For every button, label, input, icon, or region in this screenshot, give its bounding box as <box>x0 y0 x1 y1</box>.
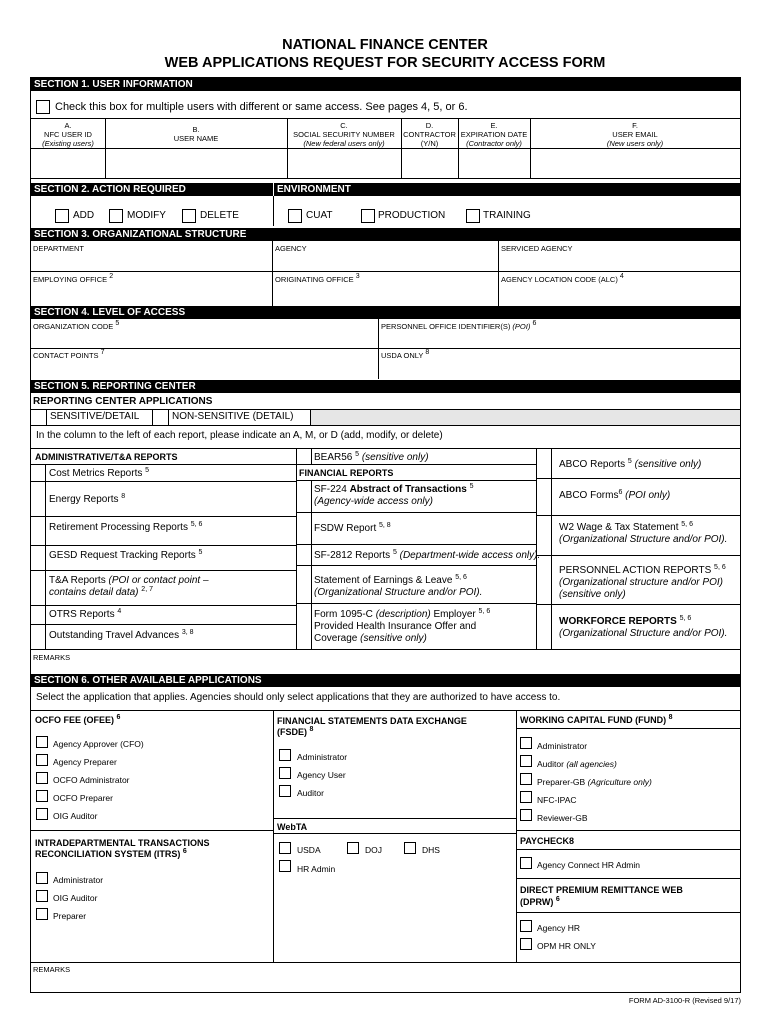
reporting-center-subheading: REPORTING CENTER APPLICATIONS <box>33 396 213 407</box>
ocfo-preparer-checkbox[interactable] <box>36 790 48 802</box>
workforce-report: WORKFORCE REPORTS $^{5, 6}$ <box>559 615 692 627</box>
ta-report: T&A Reports (POI or contact point – <box>49 575 209 586</box>
fsde-heading2: (FSDE) $^8$ <box>277 726 314 737</box>
col-a-header: A. NFC USER ID (Existing users) <box>42 121 94 148</box>
workforce-note: (Organizational Structure and/or POI). <box>559 628 728 639</box>
webta-usda-checkbox[interactable] <box>279 842 291 854</box>
fsde-auditor-checkbox[interactable] <box>279 785 291 797</box>
originating-office-label: ORIGINATING OFFICE $^3$ <box>275 273 360 284</box>
dprw-heading2: (DPRW) $^6$ <box>520 896 560 907</box>
delete-checkbox[interactable] <box>182 209 196 223</box>
department-label: DEPARTMENT <box>33 244 84 253</box>
cuat-checkbox[interactable] <box>288 209 302 223</box>
personnel-action-note2: (sensitive only) <box>559 589 626 600</box>
org-code-label: ORGANIZATION CODE $^5$ <box>33 320 120 331</box>
wcf-administrator-checkbox[interactable] <box>520 737 532 749</box>
form-title-line1: NATIONAL FINANCE CENTER <box>282 37 488 53</box>
earnings-report: Statement of Earnings & Leave $^{5, 6}$ <box>314 574 467 586</box>
abco-forms-report: ABCO Forms$^6$ (POI only) <box>559 489 671 501</box>
wcf-reviewer-label: Reviewer-GB <box>537 813 588 823</box>
ocfo-administrator-checkbox[interactable] <box>36 772 48 784</box>
dprw-agency-hr-checkbox[interactable] <box>520 920 532 932</box>
fsde-agency-user-label: Agency User <box>297 770 346 780</box>
section6-bar: SECTION 6. OTHER AVAILABLE APPLICATIONS <box>31 674 740 687</box>
environment-bar: ENVIRONMENT <box>277 184 351 195</box>
abco-report: ABCO Reports $^5$ (sensitive only) <box>559 458 702 470</box>
col-b-header: B. USER NAME <box>173 125 219 143</box>
itrs-heading2: RECONCILIATION SYSTEM (ITRS) $^6$ <box>35 848 187 859</box>
webta-doj-label: DOJ <box>365 845 382 855</box>
dprw-opm-hr-label: OPM HR ONLY <box>537 941 596 951</box>
wcf-preparer-checkbox[interactable] <box>520 773 532 785</box>
add-checkbox[interactable] <box>55 209 69 223</box>
modify-checkbox[interactable] <box>109 209 123 223</box>
section5-remarks-label: REMARKS <box>33 653 71 662</box>
ocfo-agency-preparer-checkbox[interactable] <box>36 754 48 766</box>
itrs-oig-auditor-checkbox[interactable] <box>36 890 48 902</box>
ocfo-agency-approver-checkbox[interactable] <box>36 736 48 748</box>
bear56-report: BEAR56 $^5$ (sensitive only) <box>314 451 429 463</box>
section1-bar: SECTION 1. USER INFORMATION <box>31 78 740 91</box>
webta-hr-admin-checkbox[interactable] <box>279 860 291 872</box>
itrs-administrator-label: Administrator <box>53 875 104 885</box>
itrs-oig-auditor-label: OIG Auditor <box>53 893 98 903</box>
w2-report: W2 Wage & Tax Statement $^{5, 6}$ <box>559 521 693 533</box>
ta-report-note: contains detail data) $^{2, 7}$ <box>49 586 153 598</box>
ocfo-administrator-label: OCFO Administrator <box>53 775 130 785</box>
training-label: TRAINING <box>483 210 531 221</box>
sf224-note: (Agency-wide access only) <box>314 496 433 507</box>
form-id: FORM AD-3100-R (Revised 9/17) <box>628 996 741 1005</box>
paycheck-agency-connect-label: Agency Connect HR Admin <box>537 860 640 870</box>
earnings-note: (Organizational Structure and/or POI). <box>314 587 483 598</box>
alc-label: AGENCY LOCATION CODE (ALC) $^4$ <box>501 273 624 284</box>
fsde-administrator-label: Administrator <box>297 752 348 762</box>
sf224-report: SF-224 Abstract of Transactions $^5$ <box>314 483 474 495</box>
section3-bar: SECTION 3. ORGANIZATIONAL STRUCTURE <box>31 228 740 241</box>
usda-only-label: USDA ONLY $^8$ <box>381 349 430 360</box>
webta-heading: WebTA <box>277 822 308 832</box>
wcf-auditor-checkbox[interactable] <box>520 755 532 767</box>
nonsensitive-label: NON-SENSITIVE (DETAIL) <box>172 411 294 422</box>
section4-bar: SECTION 4. LEVEL OF ACCESS <box>31 306 740 319</box>
paycheck8-heading: PAYCHECK8 <box>520 836 575 846</box>
travel-advances-report: Outstanding Travel Advances $^{3, 8}$ <box>49 629 194 641</box>
col-e-header: E. EXPIRATION DATE (Contractor only) <box>460 121 528 148</box>
fsde-agency-user-checkbox[interactable] <box>279 767 291 779</box>
fsde-administrator-checkbox[interactable] <box>279 749 291 761</box>
dprw-opm-hr-checkbox[interactable] <box>520 938 532 950</box>
itrs-heading1: INTRADEPARTMENTAL TRANSACTIONS <box>35 838 210 848</box>
ocfo-preparer-label: OCFO Preparer <box>53 793 113 803</box>
webta-doj-checkbox[interactable] <box>347 842 359 854</box>
multi-users-checkbox[interactable] <box>36 100 50 114</box>
energy-report: Energy Reports $^8$ <box>49 493 126 505</box>
wcf-reviewer-checkbox[interactable] <box>520 809 532 821</box>
w2-note: (Organizational Structure and/or POI). <box>559 534 728 545</box>
employing-office-label: EMPLOYING OFFICE $^2$ <box>33 273 114 284</box>
wcf-heading: WORKING CAPITAL FUND (FUND) $^8$ <box>520 714 673 725</box>
wcf-administrator-label: Administrator <box>537 741 588 751</box>
webta-usda-label: USDA <box>297 845 321 855</box>
itrs-preparer-checkbox[interactable] <box>36 908 48 920</box>
gesd-report: GESD Request Tracking Reports $^5$ <box>49 549 203 561</box>
fsde-heading1: FINANCIAL STATEMENTS DATA EXCHANGE <box>277 716 467 726</box>
itrs-preparer-label: Preparer <box>53 911 87 921</box>
add-label: ADD <box>73 210 95 221</box>
personnel-action-note1: (Organizational structure and/or POI) <box>559 577 723 588</box>
sensitive-detail-label: SENSITIVE/DETAIL <box>50 411 140 422</box>
form-1095c-line3: Coverage (sensitive only) <box>314 633 427 644</box>
sf2812-report: SF-2812 Reports $^5$ (Department-wide access only). <box>314 549 541 561</box>
dprw-heading1: DIRECT PREMIUM REMITTANCE WEB <box>520 885 683 895</box>
poi-label: PERSONNEL OFFICE IDENTIFIER(S) (POI) $^6$ <box>381 320 537 331</box>
webta-hr-admin-label: HR Admin <box>297 864 336 874</box>
cost-metrics-report: Cost Metrics Reports $^5$ <box>49 467 150 479</box>
itrs-administrator-checkbox[interactable] <box>36 872 48 884</box>
wcf-nfc-ipac-checkbox[interactable] <box>520 791 532 803</box>
form-1095c-report: Form 1095-C (description) Employer $^{5, 6}$ <box>314 608 491 620</box>
form-1095c-line2: Provided Health Insurance Offer and <box>314 621 477 632</box>
paycheck-agency-connect-checkbox[interactable] <box>520 857 532 869</box>
agency-label: AGENCY <box>275 244 307 253</box>
wcf-preparer-label: Preparer-GB (Agriculture only) <box>537 777 652 787</box>
report-instructions: In the column to the left of each report, please indicate an A, M, or D (add, modify, or delete) <box>36 430 443 441</box>
ocfo-agency-preparer-label: Agency Preparer <box>53 757 117 767</box>
training-checkbox[interactable] <box>466 209 480 223</box>
webta-dhs-checkbox[interactable] <box>404 842 416 854</box>
col-d-header: D. CONTRACTOR (Y/N) <box>403 121 456 148</box>
form-title-line2: WEB APPLICATIONS REQUEST FOR SECURITY ACCESS FORM <box>164 55 606 71</box>
wcf-auditor-label: Auditor (all agencies) <box>537 759 617 769</box>
multi-users-label: Check this box for multiple users with different or same access. See pages 4, 5, or 6. <box>55 101 468 113</box>
contact-points-label: CONTACT POINTS $^7$ <box>33 349 105 360</box>
personnel-action-report: PERSONNEL ACTION REPORTS $^{5, 6}$ <box>559 564 726 576</box>
col-f-header: F. USER EMAIL (New users only) <box>606 121 664 148</box>
oig-auditor-label: OIG Auditor <box>53 811 98 821</box>
ocfo-heading: OCFO FEE (OFEE) $^6$ <box>35 714 121 725</box>
retirement-report: Retirement Processing Reports $^{5, 6}$ <box>49 521 203 533</box>
delete-label: DELETE <box>200 210 239 221</box>
webta-dhs-label: DHS <box>422 845 440 855</box>
section5-bar: SECTION 5. REPORTING CENTER <box>31 380 740 393</box>
dprw-agency-hr-label: Agency HR <box>537 923 580 933</box>
production-label: PRODUCTION <box>378 210 446 221</box>
cuat-label: CUAT <box>306 210 333 221</box>
section6-instructions: Select the application that applies. Agencies should only select applications that they are authorized to have access to. <box>36 692 561 703</box>
col-c-header: C. SOCIAL SECURITY NUMBER (New federal users only) <box>293 121 395 148</box>
otrs-report: OTRS Reports $^4$ <box>49 608 122 620</box>
section6-remarks-label: REMARKS <box>33 965 71 974</box>
ocfo-agency-approver-label: Agency Approver (CFO) <box>53 739 144 749</box>
fsde-auditor-label: Auditor <box>297 788 324 798</box>
wcf-nfc-ipac-label: NFC-IPAC <box>537 795 577 805</box>
financial-reports-heading: FINANCIAL REPORTS <box>299 468 394 478</box>
serviced-agency-label: SERVICED AGENCY <box>501 244 573 253</box>
modify-label: MODIFY <box>127 210 166 221</box>
security-access-form <box>30 77 741 993</box>
oig-auditor-checkbox[interactable] <box>36 808 48 820</box>
admin-reports-heading: ADMINISTRATIVE/T&A REPORTS <box>35 452 178 462</box>
production-checkbox[interactable] <box>361 209 375 223</box>
section2-bar: SECTION 2. ACTION REQUIRED <box>34 184 186 195</box>
fsdw-report: FSDW Report $^{5, 8}$ <box>314 522 391 534</box>
